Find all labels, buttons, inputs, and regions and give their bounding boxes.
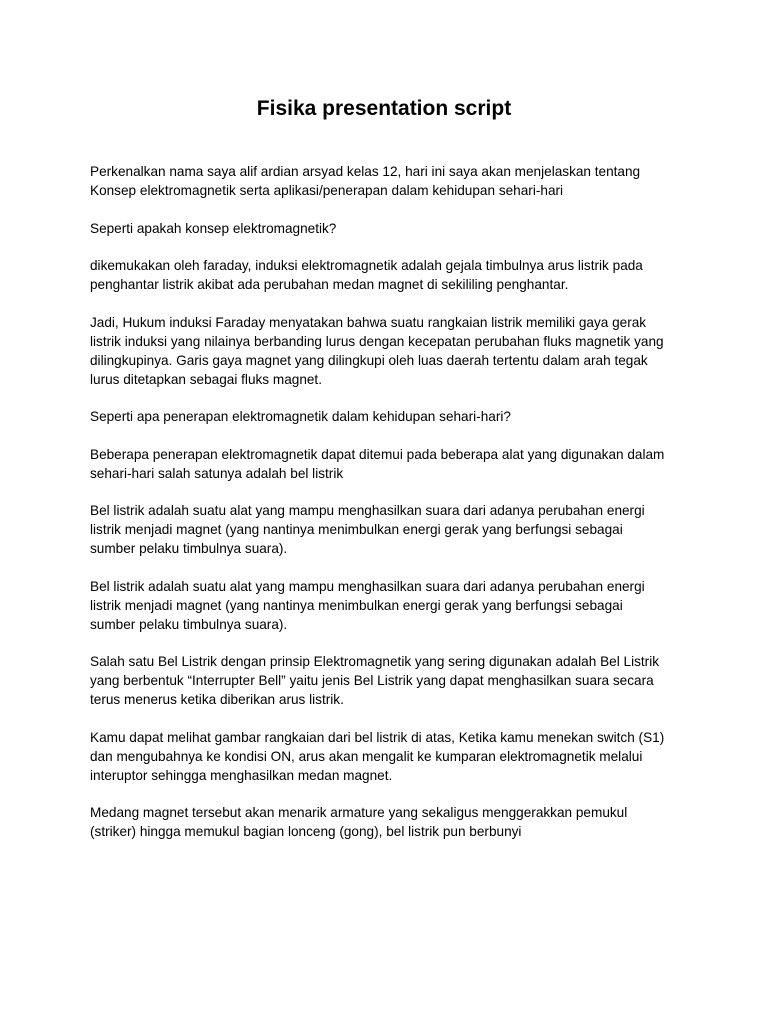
- text-line: Salah satu Bel Listrik dengan prinsip Elektromagnetik yang sering digunakan adalah Bel Listrik: [90, 654, 660, 669]
- text-line: Kamu dapat melihat gambar rangkaian dari bel listrik di atas, Ketika kamu menekan switch (S1): [90, 729, 665, 745]
- text-line: (striker) hingga memukul bagian lonceng (gong), bel listrik pun berbunyi: [90, 824, 522, 839]
- text-line: interuptor sehingga menghasilkan medan magnet.: [90, 767, 393, 783]
- text-line: listrik menjadi magnet (yang nantinya menimbulkan energi gerak yang berfungsi sebagai: [90, 522, 623, 537]
- paragraph-question-application: [90, 407, 690, 426]
- text-line: terus menerus ketika diberikan arus listrik.: [90, 692, 344, 707]
- paragraph-applications: [90, 445, 690, 483]
- paragraph-intro: [90, 162, 690, 200]
- text-line: Jadi, Hukum induksi Faraday menyatakan bahwa suatu rangkaian listrik memiliki gaya gerak: [90, 314, 647, 330]
- text-line: Perkenalkan nama saya alif ardian arsyad kelas 12, hari ini saya akan menjelaskan tentang: [90, 164, 641, 179]
- text-line: Seperti apakah konsep elektromagnetik?: [90, 220, 337, 236]
- paragraph-magnet-armature: [90, 803, 690, 841]
- paragraph-faraday-law: [90, 313, 690, 389]
- paragraph-bell-definition-repeat: [90, 577, 690, 634]
- text-line: sumber pelaku timbulnya suara).: [90, 616, 288, 632]
- text-line: yang berbentuk “Interrupter Bell” yaitu jenis Bel Listrik yang dapat menghasilkan suara secara: [90, 673, 654, 688]
- paragraph-circuit: [90, 728, 690, 785]
- paragraph-faraday-induction: [90, 256, 690, 294]
- text-line: dan mengubahnya ke kondisi ON, arus akan mengalit ke kumparan elektromagnetik melalui: [90, 748, 643, 764]
- text-line: listrik menjadi magnet (yang nantinya menimbulkan energi gerak yang berfungsi sebagai: [90, 597, 623, 613]
- text-line: sehari-hari salah satunya adalah bel listrik: [90, 465, 344, 481]
- document-body: [90, 162, 690, 860]
- text-line: Medang magnet tersebut akan menarik armature yang sekaligus menggerakkan pemukul: [90, 805, 628, 820]
- text-line: lurus ditetapkan sebagai fluks magnet.: [90, 371, 322, 387]
- text-line: Bel listrik adalah suatu alat yang mampu menghasilkan suara dari adanya perubahan energi: [90, 503, 645, 518]
- text-line: sumber pelaku timbulnya suara).: [90, 541, 288, 556]
- text-line: listrik induksi yang nilainya berbanding lurus dengan kecepatan perubahan fluks magnetik yang: [90, 333, 664, 349]
- text-line: Beberapa penerapan elektromagnetik dapat ditemui pada beberapa alat yang digunakan dalam: [90, 446, 665, 462]
- paragraph-interrupter-bell: [90, 652, 690, 709]
- document-title: Fisika presentation script: [256, 97, 512, 120]
- paragraph-question-concept: [90, 219, 690, 238]
- text-line: Konsep elektromagnetik serta aplikasi/penerapan dalam kehidupan sehari-hari: [90, 183, 564, 198]
- text-line: dilingkupinya. Garis gaya magnet yang dilingkupi oleh luas daerah tertentu dalam arah tegak: [90, 352, 648, 368]
- text-line: dikemukakan oleh faraday, induksi elektromagnetik adalah gejala timbulnya arus listrik pada: [90, 258, 643, 273]
- text-line: Seperti apa penerapan elektromagnetik dalam kehidupan sehari-hari?: [90, 409, 511, 424]
- text-line: penghantar listrik akibat ada perubahan medan magnet di sekililing penghantar.: [90, 277, 569, 292]
- paragraph-bell-definition: [90, 501, 690, 558]
- text-line: Bel listrik adalah suatu alat yang mampu menghasilkan suara dari adanya perubahan energi: [90, 578, 645, 594]
